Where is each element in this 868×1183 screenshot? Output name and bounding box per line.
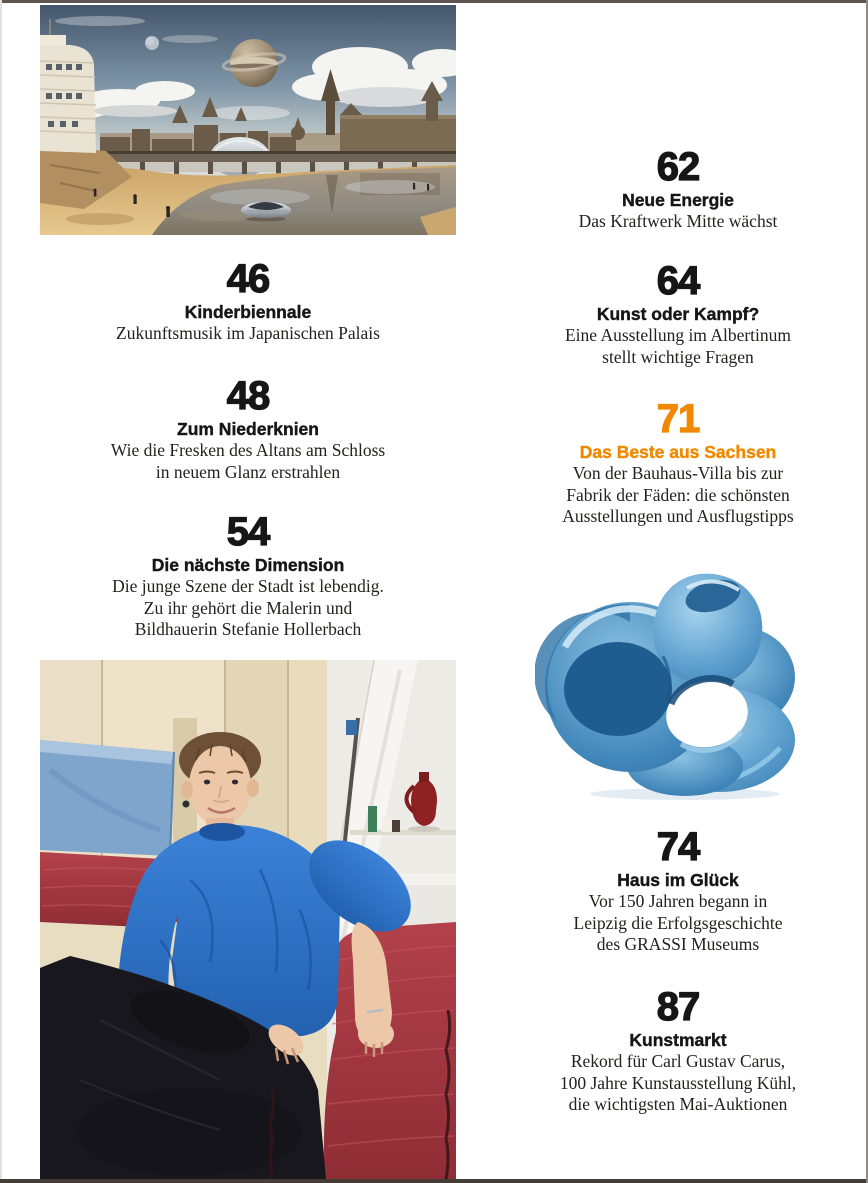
entry-description bbox=[489, 1051, 867, 1116]
entry-page-number: 54 bbox=[226, 510, 270, 554]
entry-description bbox=[40, 440, 456, 483]
toc-entry-62 bbox=[489, 147, 867, 233]
entry-title: Kunst oder Kampf? bbox=[596, 304, 760, 324]
entry-page-number: 46 bbox=[226, 257, 270, 301]
sculpture-image bbox=[535, 552, 805, 804]
city-image bbox=[40, 5, 456, 235]
entry-description-line: Leipzig die Erfolgsgeschichte bbox=[573, 912, 783, 933]
entry-description-line: Eine Ausstellung im Albertinum bbox=[564, 325, 792, 345]
blue-canvas bbox=[40, 740, 174, 856]
blue-sculpture bbox=[535, 574, 795, 796]
entry-description-line: stellt wichtige Fragen bbox=[602, 346, 754, 367]
entry-page-number: 48 bbox=[226, 374, 270, 418]
toc-entry-87 bbox=[489, 987, 867, 1116]
page-edge-bottom bbox=[0, 1179, 868, 1183]
entry-description bbox=[489, 463, 867, 528]
entry-title: Zum Niederknien bbox=[177, 419, 319, 439]
entry-description-line: Bildhauerin Stefanie Hollerbach bbox=[134, 619, 362, 639]
entry-description-line: Von der Bauhaus-Villa bis zur bbox=[572, 463, 784, 483]
toc-entry-64 bbox=[489, 261, 867, 368]
green-bottle bbox=[368, 806, 377, 832]
entry-title: Die nächste Dimension bbox=[151, 555, 345, 575]
entry-page-number: 62 bbox=[656, 145, 700, 189]
entry-title: Neue Energie bbox=[622, 190, 734, 210]
entry-description bbox=[489, 891, 867, 956]
entry-title: Haus im Glück bbox=[617, 870, 739, 890]
entry-page-number: 71 bbox=[656, 397, 700, 441]
entry-description-line: die wichtigsten Mai-Auktionen bbox=[568, 1094, 788, 1114]
entry-page-number: 74 bbox=[656, 825, 700, 869]
toc-entry-54 bbox=[40, 512, 456, 641]
toc-entry-48 bbox=[40, 376, 456, 483]
sofa-armrest bbox=[324, 922, 456, 1179]
earring bbox=[183, 801, 190, 808]
entry-description-line: 100 Jahre Kunstausstellung Kühl, bbox=[559, 1072, 797, 1093]
toc-entry-46 bbox=[40, 259, 456, 345]
page-edge-top bbox=[0, 0, 868, 3]
portrait-image bbox=[40, 660, 456, 1179]
toc-entry-71-highlighted bbox=[489, 399, 867, 528]
entry-description-line: in neuem Glanz erstrahlen bbox=[155, 461, 341, 482]
entry-description bbox=[489, 325, 867, 368]
entry-description-line: Rekord für Carl Gustav Carus, bbox=[570, 1051, 786, 1071]
entry-title: Das Beste aus Sachsen bbox=[579, 442, 777, 462]
entry-page-number: 64 bbox=[656, 259, 700, 303]
toc-entry-74 bbox=[489, 827, 867, 956]
entry-description-line: Vor 150 Jahren begann in bbox=[588, 891, 768, 911]
entry-description-line: Das Kraftwerk Mitte wächst bbox=[578, 211, 778, 231]
collar bbox=[199, 823, 245, 841]
futuristic-vehicle bbox=[241, 202, 291, 222]
entry-description-line: Wie die Fresken des Altans am Schloss bbox=[110, 440, 386, 460]
page-edge-left bbox=[0, 0, 2, 1183]
entry-description-line: Ausstellungen und Ausflugstipps bbox=[562, 506, 794, 526]
entry-description bbox=[489, 211, 867, 233]
entry-description bbox=[40, 576, 456, 641]
hand bbox=[358, 1020, 394, 1048]
entry-page-number: 87 bbox=[656, 985, 700, 1029]
entry-description-line: Zukunftsmusik im Japanischen Palais bbox=[116, 323, 380, 343]
entry-description-line: des GRASSI Museums bbox=[596, 934, 760, 954]
entry-title: Kinderbiennale bbox=[184, 302, 312, 322]
entry-description-line: Die junge Szene der Stadt ist lebendig. bbox=[112, 576, 384, 596]
entry-description-line: Zu ihr gehört die Malerin und bbox=[143, 597, 353, 618]
entry-title: Kunstmarkt bbox=[629, 1030, 727, 1050]
entry-description-line: Fabrik der Fäden: die schönsten bbox=[566, 484, 790, 505]
entry-description bbox=[40, 323, 456, 345]
